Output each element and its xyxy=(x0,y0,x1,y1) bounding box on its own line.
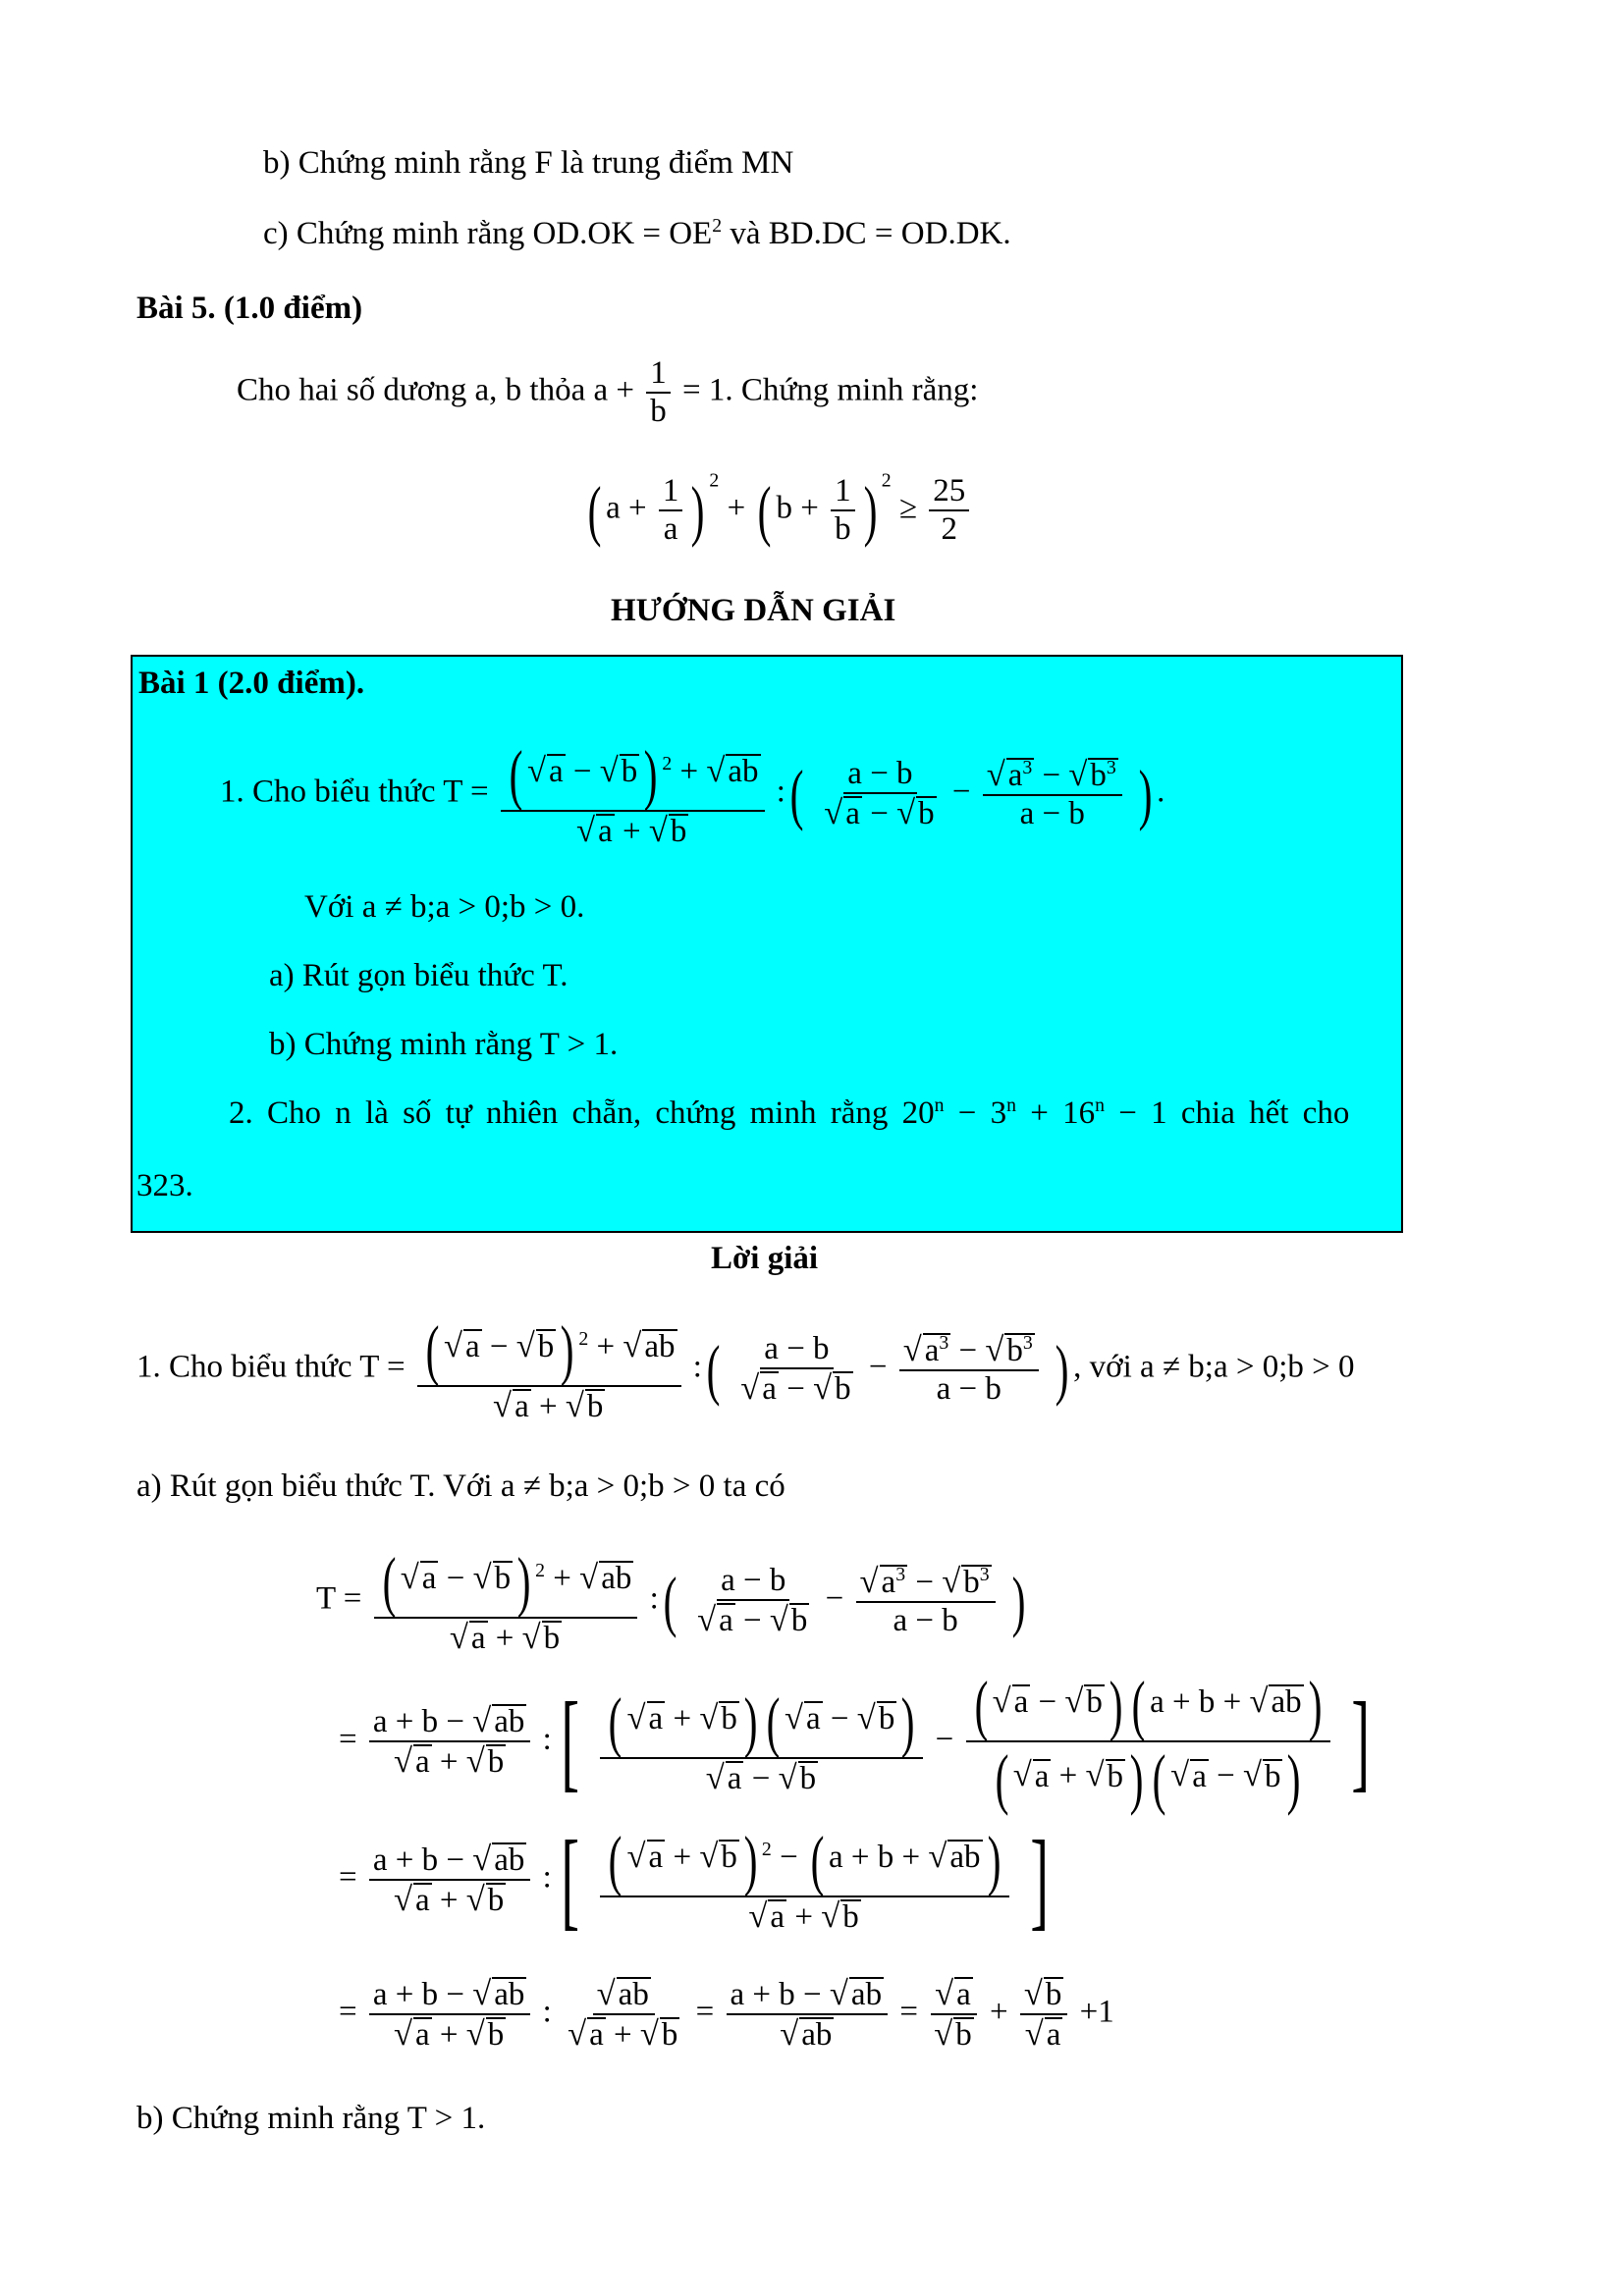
bai5-statement: Cho hai số dương a, b thỏa a + $\frac{1}{b}$ = 1. Chứng minh rằng: xyxy=(237,355,979,429)
math-q2-expr: $20^n - 3^n + 16^n - 1$ xyxy=(901,1095,1167,1131)
box-part-a: a) Rút gọn biểu thức T. xyxy=(269,958,568,993)
box-q1-expression: 1. Cho biểu thức T = $\frac{( √a - √b) ^2 + √ab}{√a + √b}$ :( $\frac{a - b}{√a - √b}$ − $\frac{√a^3 - √b^3}{a - b}$ ) . xyxy=(220,736,1165,850)
fraction-25-over-2: $\frac{25}{2}$ xyxy=(929,473,969,548)
part-c-prefix: c) Chứng minh rằng xyxy=(263,216,533,251)
math-exp: 2 xyxy=(712,215,723,237)
loi-giai-title: Lời giải xyxy=(711,1241,819,1276)
math-od-ok: OD.OK = OE xyxy=(532,216,713,251)
bai5-suffix: . Chứng minh rằng: xyxy=(725,372,979,408)
fraction-1-over-b: $\frac{1}{b}$ xyxy=(646,355,671,430)
box-condition: Với a ≠ b;a > 0;b > 0. xyxy=(304,889,585,925)
derivation-step-3: = $\frac{a + b - √ab}{√a + √b}$ :[ $\frac{( √a + √b) ^2 - ( a + b + √ab)}{√a + √b}$ ] xyxy=(339,1819,1049,1942)
part-c-mid: và xyxy=(722,216,769,251)
sol-part-b: b) Chứng minh rằng T > 1. xyxy=(136,2101,486,2136)
box-part-b: b) Chứng minh rằng T > 1. xyxy=(269,1027,619,1062)
part-c-line: c) Chứng minh rằng $OD.OK = OE^2$ và BD.DC = OD.DK. xyxy=(263,215,1011,251)
box-q2-tail: 323. xyxy=(136,1168,193,1203)
sol-part-a: a) Rút gọn biểu thức T. Với a ≠ b;a > 0;b > 0 ta có xyxy=(136,1468,785,1504)
box-q1-prefix: 1. Cho biểu thức xyxy=(220,774,444,810)
math-bd-dc: BD.DC = OD.DK xyxy=(768,216,1003,251)
box-q2: 2. Cho n là số tự nhiên chẵn, chứng minh rằng $20^n - 3^n + 16^n - 1$ chia hết cho xyxy=(229,1095,1350,1131)
bai5-inequality: ( a + $\frac{1}{a}$ ) $^2$ + ( b + $\frac{1}{b}$ ) $^2$ ≥ $\frac{25}{2}$ xyxy=(583,473,973,548)
box-heading: Bài 1 (2.0 điểm). xyxy=(138,666,365,701)
bai5-prefix: Cho hai số dương a, b thỏa xyxy=(237,372,594,408)
huong-dan-giai-title: HƯỚNG DẪN GIẢI xyxy=(611,593,896,628)
part-b-line: b) Chứng minh rằng F là trung điểm MN xyxy=(263,145,794,181)
derivation-step-4: = $\frac{a + b - √ab}{√a + √b}$ : $\frac{√ab}{√a + √b}$ = $\frac{a + b - √ab}{√ab}$ = $\frac{√a}{√b}$ + $\frac{√b}{√a}$ +1 xyxy=(339,1975,1114,2053)
derivation-step-2: = $\frac{a + b - √ab}{√a + √b}$ :[ $\frac{( √a + √b) ( √a - √b)}{√a - √b}$ − $\frac{( √a - √b) ( a + b + √ab)}{( √a + √b) ( √a - √b)}$ ] xyxy=(339,1667,1370,1817)
math-t-gt-1: T > 1 xyxy=(539,1027,610,1062)
math-condition: a ≠ b;a > 0;b > 0 xyxy=(361,889,577,925)
sol-q1-expression: 1. Cho biểu thức T = $\frac{( √a - √b) ^2 + √ab}{√a + √b}$ :( $\frac{a - b}{√a - √b}$ − $\frac{√a^3 - √b^3}{a - b}$ ) , với a ≠ b;a > 0;b > 0 xyxy=(136,1311,1355,1425)
derivation-step-1: T = $\frac{( √a - √b) ^2 + √ab}{√a + √b}$ :( $\frac{a - b}{√a - √b}$ − $\frac{√a^3 - √b^3}{a - b}$ ) xyxy=(316,1543,1026,1657)
bai5-heading: Bài 5. (1.0 điểm) xyxy=(136,291,363,326)
